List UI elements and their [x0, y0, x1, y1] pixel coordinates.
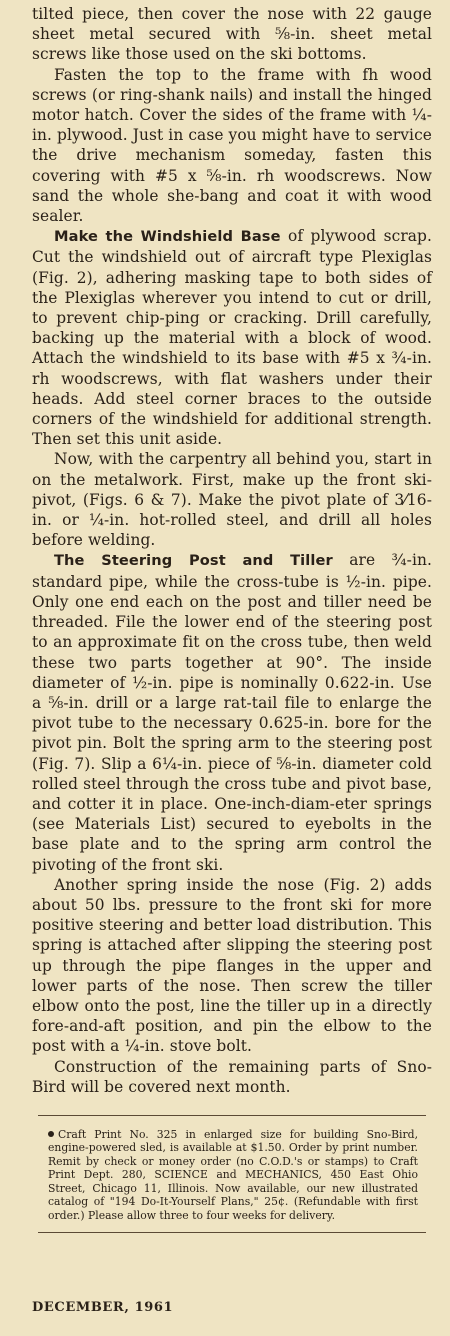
- paragraph-1: tilted piece, then cover the nose with 22 gauge sheet metal secured with ⅝-in. sheet metal screws like those used on the ski bottoms.: [32, 5, 432, 64]
- steering-post-heading: The Steering Post and Tiller: [54, 552, 333, 570]
- craft-print-notice-text: Craft Print No. 325 in enlarged size for building Sno-Bird, engine-powered sled, is available at $1.50. Order by print number. Remit by check or money order (no C.O.D.'s or stamps) to Craft Print Dept. 280, SCIENCE and MECHANICS, 450 East Ohio Street, Chicago 11, Illinois. Now available, our new illustrated catalog of "194 Do-It-Yourself Plans," 25¢. (Refundable with first order.) Please allow three to four weeks for delivery.: [48, 1127, 418, 1222]
- craft-print-notice: [38, 1115, 426, 1234]
- paragraph-2: Fasten the top to the frame with fh wood screws (or ring-shank nails) and install the hinged motor hatch. Cover the sides of the frame with ¼-in. plywood. Just in case you might have to service the drive mechanism someday, fasten this covering with #5 x ⅝-in. rh woodscrews. Now sand the whole she-bang and coat it with wood sealer.: [32, 65, 432, 226]
- paragraph-3-text: of plywood scrap. Cut the windshield out of aircraft type Plexiglas (Fig. 2), adhering masking tape to both sides of the Plexiglas wherever you intend to cut or drill, to prevent chip-ping or cracking. Drill carefully, backing up the material with a block of wood. Attach the windshield to its base with #5 x ¾-in. rh woodscrews, with flat washers under their heads. Add steel corner braces to the outside corners of the windshield for additional strength. Then set this unit aside.: [32, 227, 433, 449]
- article-body: [32, 4, 432, 1097]
- paragraph-4: Now, with the carpentry all behind you, start in on the metalwork. First, make up the front ski-pivot, (Figs. 6 & 7). Make the pivot plate of 3⁄16-in. or ¼-in. hot-rolled steel, and drill all holes before welding.: [32, 450, 432, 550]
- paragraph-6: Another spring inside the nose (Fig. 2) adds about 50 lbs. pressure to the front ski for more positive steering and better load distribution. This spring is attached after slipping the steering post up through the pipe flanges in the upper and lower parts of the nose. Then screw the tiller elbow onto the post, line the tiller up in a directly fore-and-aft position, and pin the elbow to the post with a ¼-in. stove bolt.: [32, 875, 432, 1056]
- paragraph-5-text: are ¾-in. standard pipe, while the cross-tube is ½-in. pipe. Only one end each on the post and tiller need be threaded. File the lower end of the steering post to an approximate fit on the cross tube, then weld these two parts together at 90°. The inside diameter of ½-in. pipe is nominally 0.622-in. Use a ⅝-in. drill or a large rat-tail file to enlarge the pivot tube to the necessary 0.625-in. bore for the pivot pin. Bolt the spring arm to the steering post (Fig. 7). Slip a 6¼-in. piece of ⅝-in. diameter cold rolled steel through the cross tube and pivot base, and cotter it in place. One-inch-diam-eter springs (see Materials List) secured to eyebolts in the base plate and to the spring arm control the pivoting of the front ski.: [32, 551, 432, 874]
- paragraph-5: [32, 550, 432, 874]
- bullet-icon: [48, 1131, 54, 1137]
- paragraph-7: Construction of the remaining parts of Sno-Bird will be covered next month.: [32, 1057, 432, 1096]
- windshield-base-heading: Make the Windshield Base: [54, 228, 281, 246]
- paragraph-3: [32, 226, 432, 449]
- issue-date: DECEMBER, 1961: [32, 1300, 174, 1315]
